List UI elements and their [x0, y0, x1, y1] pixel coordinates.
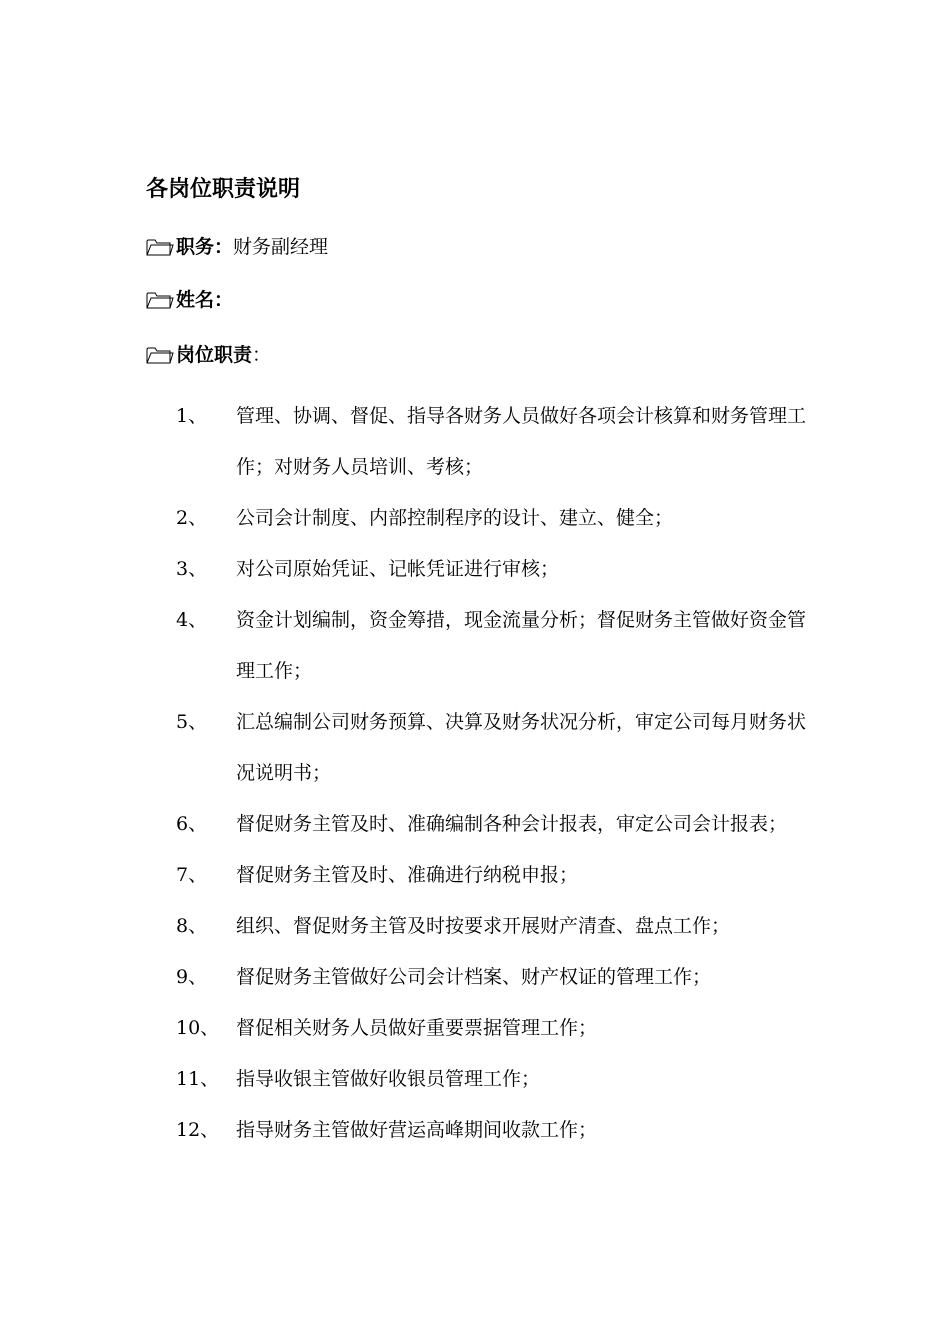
- list-item: [176, 595, 836, 697]
- list-item: [176, 850, 836, 901]
- list-item: [176, 493, 836, 544]
- field-separator: ：: [214, 236, 234, 258]
- folder-icon: [146, 290, 174, 310]
- item-text: 督促相关财务人员做好重要票据管理工作；: [236, 1017, 598, 1039]
- folder-icon: [146, 237, 174, 257]
- item-text: 公司会计制度、内部控制程序的设计、建立、健全；: [236, 507, 674, 529]
- item-number: 11、: [176, 1068, 220, 1090]
- item-text: 对公司原始凭证、记帐凭证进行审核；: [236, 558, 560, 580]
- item-number: 12、: [176, 1119, 220, 1141]
- item-text: 汇总编制公司财务预算、决算及财务状况分析，审定公司每月财务状况说明书；: [236, 711, 807, 784]
- item-number: 3、: [176, 558, 208, 580]
- field-name: [146, 285, 233, 315]
- item-text: 督促财务主管做好公司会计档案、财产权证的管理工作；: [236, 966, 712, 988]
- list-item: [176, 1003, 836, 1054]
- list-item: [176, 901, 836, 952]
- item-number: 2、: [176, 507, 208, 529]
- item-text: 督促财务主管及时、准确编制各种会计报表，审定公司会计报表；: [236, 813, 788, 835]
- item-number: 8、: [176, 915, 208, 937]
- field-label: 职务: [176, 236, 215, 258]
- item-text: 督促财务主管及时、准确进行纳税申报；: [236, 864, 579, 886]
- list-item: [176, 544, 836, 595]
- list-item: [176, 799, 836, 850]
- item-number: 10、: [176, 1017, 220, 1039]
- field-position: [146, 232, 328, 262]
- list-item: [176, 391, 836, 493]
- field-label: 姓名: [176, 289, 215, 311]
- field-label: 岗位职责: [176, 344, 253, 366]
- list-item: [176, 952, 836, 1003]
- document-title: 各岗位职责说明: [146, 176, 301, 202]
- item-text: 指导财务主管做好营运高峰期间收款工作；: [236, 1119, 598, 1141]
- item-number: 4、: [176, 609, 208, 631]
- duty-list: [176, 391, 836, 1156]
- item-number: 5、: [176, 711, 208, 733]
- item-number: 6、: [176, 813, 208, 835]
- item-number: 1、: [176, 405, 208, 427]
- field-duties: [146, 340, 271, 370]
- item-text: 资金计划编制，资金筹措，现金流量分析；督促财务主管做好资金管理工作；: [236, 609, 807, 682]
- list-item: [176, 1054, 836, 1105]
- field-separator: ：: [252, 344, 272, 366]
- field-separator: ：: [214, 289, 234, 311]
- folder-icon: [146, 345, 174, 365]
- item-number: 7、: [176, 864, 208, 886]
- item-number: 9、: [176, 966, 208, 988]
- item-text: 管理、协调、督促、指导各财务人员做好各项会计核算和财务管理工作；对财务人员培训、考核；: [236, 405, 807, 478]
- list-item: [176, 1105, 836, 1156]
- item-text: 组织、督促财务主管及时按要求开展财产清查、盘点工作；: [236, 915, 731, 937]
- field-value: 财务副经理: [233, 236, 329, 258]
- list-item: [176, 697, 836, 799]
- item-text: 指导收银主管做好收银员管理工作；: [236, 1068, 541, 1090]
